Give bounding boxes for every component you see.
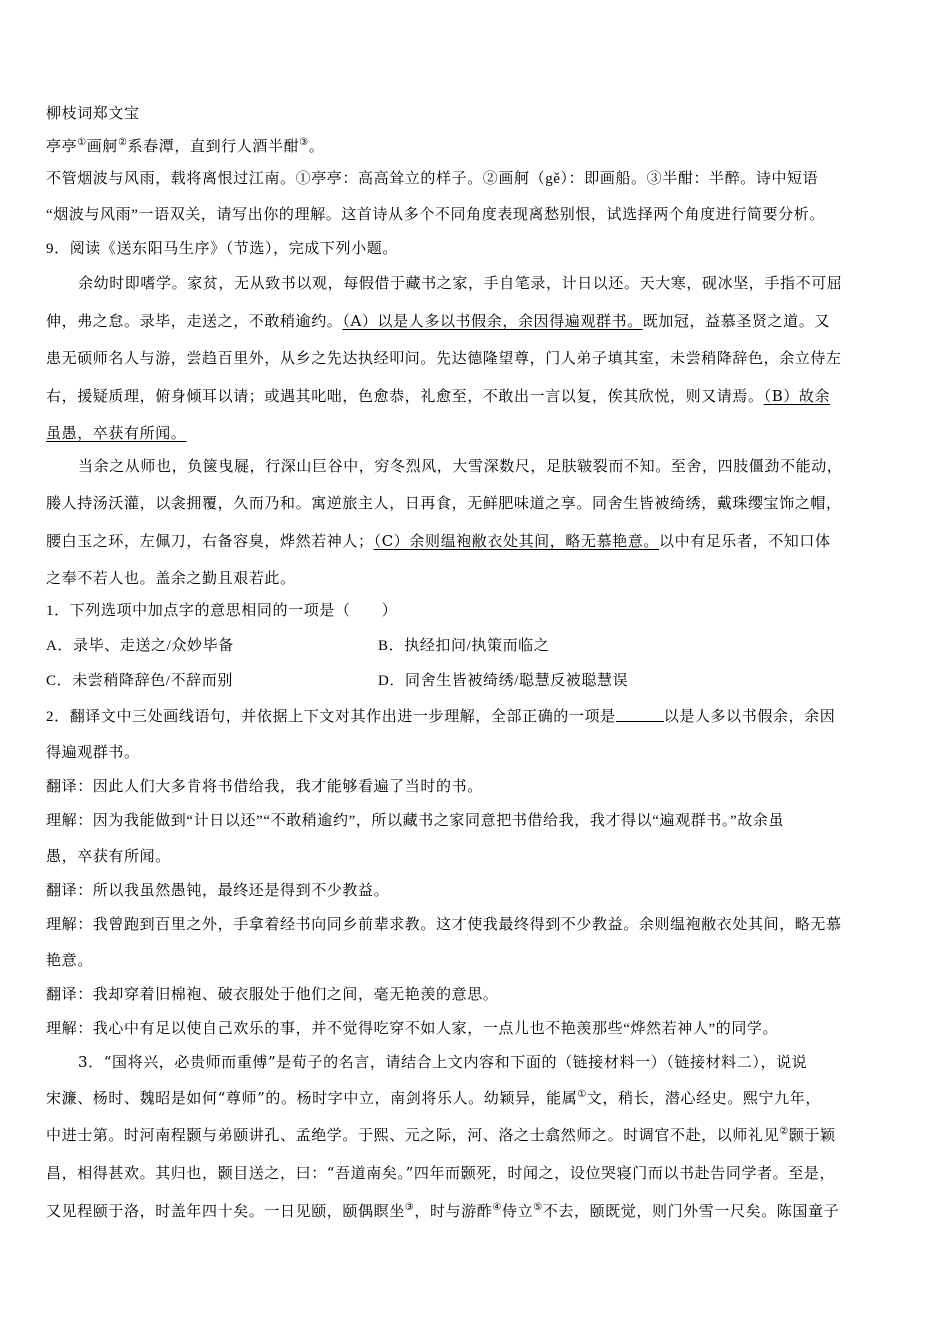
passage-p2-line-2: 媵人持汤沃灌，以衾拥覆，久而乃和。寓逆旅主人，日再食，无鲜肥味道之享。同舍生皆被绮绣，戴珠缨宝饰之帽， bbox=[46, 494, 842, 512]
sub2-translation-2: 翻译：所以我虽然愚钝，最终还是得到不少教益。 bbox=[46, 883, 390, 899]
underline-sentence-a: （A）以是人多以书假余，余因得遍观群书。 bbox=[342, 312, 643, 330]
passage-p2-line-4: 之奉不若人也。盖余之勤且艰若此。 bbox=[46, 569, 296, 587]
underline-sentence-b-end: 虽愚，卒获有所闻。 bbox=[46, 424, 187, 442]
sub1-stem: 1．下列选项中加点字的意思相同的一项是（ ） bbox=[46, 603, 398, 619]
sub2-understanding-1-cont: 愚，卒获有所闻。 bbox=[46, 849, 171, 865]
sub2-translation-3: 翻译：我却穿着旧棉袍、破衣服处于他们之间，毫无艳羡的意思。 bbox=[46, 987, 499, 1003]
passage-p2-line-3: 腰白玉之环，左佩刀，右备容臭，烨然若神人；（C）余则缊袍敝衣处其间，略无慕艳意。以中有足乐者，不知口体 bbox=[46, 532, 831, 550]
passage-p1-line-3: 患无硕师名人与游，尝趋百里外，从乡之先达执经叩问。先达德隆望尊，门人弟子填其室，未尝稍降辞色，余立侍左 bbox=[46, 349, 842, 367]
passage-p1-line-5 bbox=[46, 422, 186, 444]
passage-p1-line-1: 余幼时即嗜学。家贫，无从致书以观，每假借于藏书之家，手自笔录，计日以还。天大寒，砚冰坚，手指不可屈 bbox=[78, 274, 843, 292]
sub2-understanding-1: 理解：因为我能做到“计日以还”“不敢稍逾约”，所以藏书之家同意把书借给我，我才得以“遍观群书。”故余虽 bbox=[46, 813, 785, 829]
sub1-option-a: A．录毕、走送之/众妙毕备 bbox=[46, 638, 234, 654]
sub2-understanding-2: 理解：我曾跑到百里之外，手拿着经书向同乡前辈求教。这才使我最终得到不少教益。余则缊袍敝衣处其间，略无慕 bbox=[46, 917, 842, 933]
sub1-option-d: D．同舍生皆被绮绣/聪慧反被聪慧误 bbox=[378, 673, 629, 689]
underline-sentence-b-start: （B）故余 bbox=[763, 387, 831, 405]
sub3-line-3: 中进士第。时河南程颢与弟颐讲孔、孟绝学。于熙、元之际，河、洛之士翕然师之。时调官不赴，以师礼见②颢于颖 bbox=[46, 1126, 836, 1144]
sub2-understanding-3: 理解：我心中有足以使自己欢乐的事，并不觉得吃穿不如人家，一点儿也不艳羡那些“烨然若神人”的同学。 bbox=[46, 1021, 779, 1037]
passage-p2-line-1: 当余之从师也，负箧曳屣，行深山巨谷中，穷冬烈风，大雪深数尺，足肤皲裂而不知。至舍，四肢僵劲不能动， bbox=[78, 457, 843, 475]
sub1-option-b: B．执经扣问/执策而临之 bbox=[378, 638, 550, 654]
sub3-line-2: 宋濂、杨时、魏昭是如何“尊师”的。杨时字中立，南剑将乐人。幼颖异，能属①文，稍长，潜心经史。熙宁九年， bbox=[46, 1089, 821, 1107]
passage-p1-line-2: 伸，弗之怠。录毕，走送之，不敢稍逾约。（A）以是人多以书假余，余因得遍观群书。既加冠，益慕圣贤之道。又 bbox=[46, 312, 830, 330]
sub2-stem-line-2: 得遍观群书。 bbox=[46, 745, 140, 761]
passage-p1-line-4: 右，援疑质理，俯身倾耳以请；或遇其叱咄，色愈恭，礼愈至，不敢出一言以复，俟其欣悦，则又请焉。（B）故余 bbox=[46, 387, 831, 405]
poem-line-1: 亭亭①画舸②系春潭，直到行人酒半酣③。 bbox=[46, 137, 325, 155]
poem-title: 柳枝词郑文宝 bbox=[46, 104, 140, 122]
sub2-understanding-2-cont: 艳意。 bbox=[46, 953, 93, 969]
sub2-stem-line-1: 2．翻译文中三处画线语句，并依据上下文对其作出进一步理解，全部正确的一项是 以是人多以书假余，余因 bbox=[46, 709, 836, 725]
answer-blank bbox=[616, 707, 664, 722]
poem-question: “烟波与风雨”一语双关，请写出你的理解。这首诗从多个不同角度表现离愁别恨，试选择两个角度进行简要分析。 bbox=[46, 207, 825, 223]
sub1-option-c: C．未尝稍降辞色/不辞而别 bbox=[46, 673, 233, 689]
sub3-line-4: 昌，相得甚欢。其归也，颢目送之，曰：“吾道南矣。”四年而颢死，时闻之，设位哭寝门而以书赴告同学者。至是， bbox=[46, 1164, 836, 1182]
poem-line-2: 不管烟波与风雨，载将离恨过江南。①亭亭：高高耸立的样子。②画舸（gě）：即画船。③半酣：半醉。诗中短语 bbox=[46, 171, 819, 187]
sub2-translation-1: 翻译：因此人们大多肯将书借给我，我才能够看遍了当时的书。 bbox=[46, 779, 483, 795]
sub3-line-5: 又见程颐于洛，时盖年四十矣。一日见颐，颐偶瞑坐③，时与游酢④侍立⑤不去，颐既觉，则门外雪一尺矣。陈国童子 bbox=[46, 1202, 840, 1220]
q9-heading: 9．阅读《送东阳马生序》（节选），完成下列小题。 bbox=[46, 241, 398, 257]
sub3-line-1: 3．“国将兴，必贵师而重傅”是荀子的名言，请结合上文内容和下面的（链接材料一）（链接材料二），说说 bbox=[78, 1053, 808, 1071]
underline-sentence-c: （C）余则缊袍敝衣处其间，略无慕艳意。 bbox=[373, 532, 659, 550]
